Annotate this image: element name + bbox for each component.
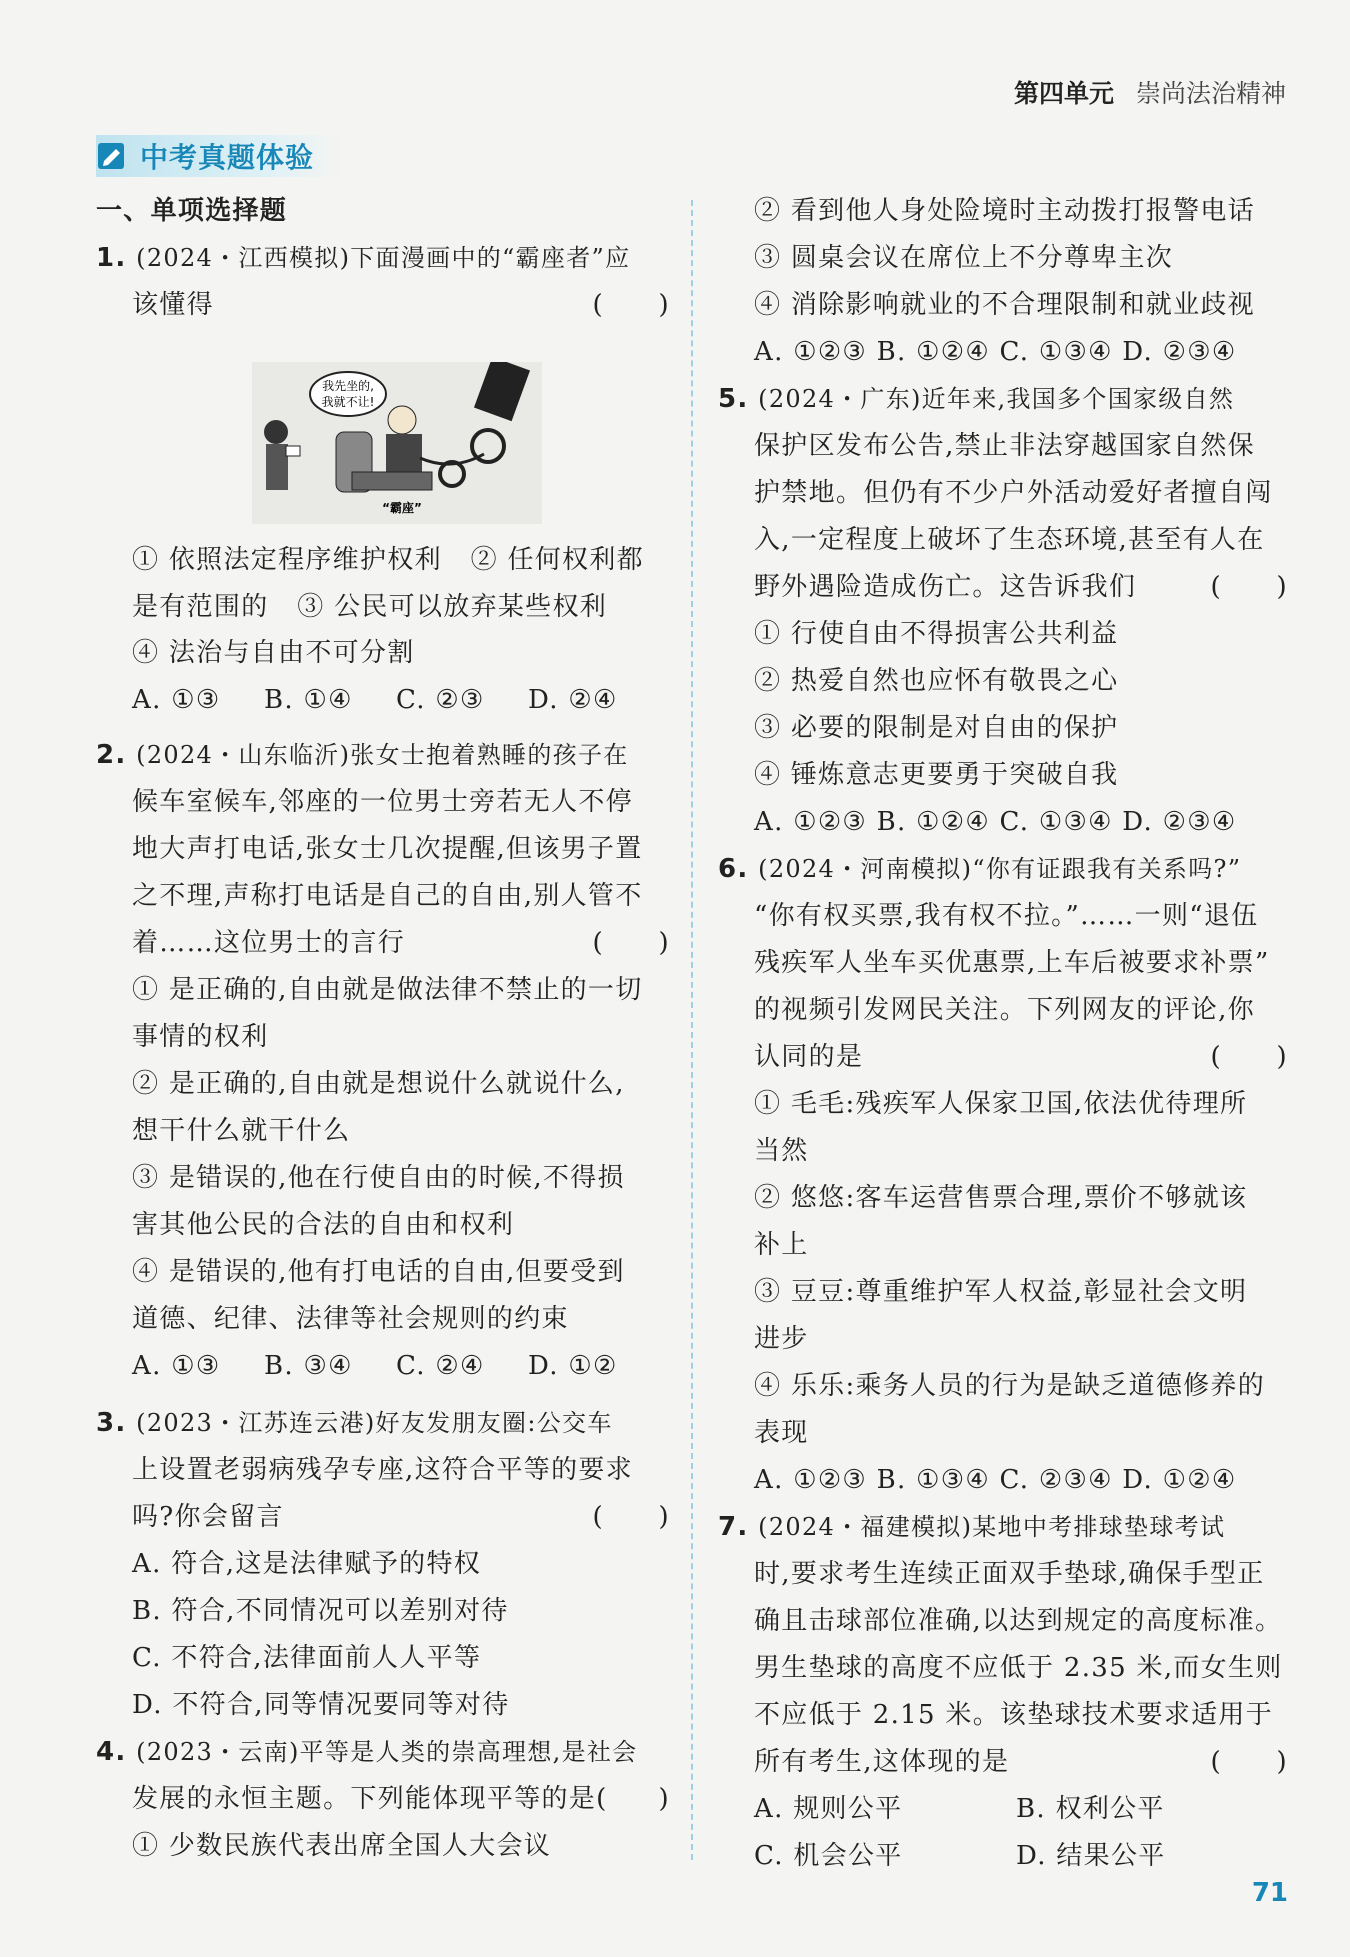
q2-stem-line4: 之不理,声称打电话是自己的自由,别人管不 (132, 881, 643, 911)
q4-answer-blank-end: ) (658, 1784, 670, 1814)
q2-stem-line2: 候车室候车,邻座的一位男士旁若无人不停 (132, 787, 633, 817)
column-divider (691, 200, 693, 1860)
q1-stem-line1: 1. (2024・江西模拟)下面漫画中的“霸座者”应 (96, 243, 631, 273)
pen-edit-icon (96, 139, 130, 173)
q1-stem-line2: 该懂得 ( ) (132, 290, 670, 320)
q7-option-a[interactable]: A. 规则公平 (754, 1794, 903, 1824)
q7-stem-line3: 确且击球部位准确,以达到规定的高度标准。 (754, 1606, 1283, 1636)
q3-option-d[interactable]: D. 不符合,同等情况要同等对待 (132, 1690, 510, 1720)
q7-stem-line4: 男生垫球的高度不应低于 2.35 米,而女生则 (754, 1653, 1283, 1683)
q7-option-d[interactable]: D. 结果公平 (1016, 1841, 1166, 1871)
q1-options (132, 685, 670, 715)
q1-option-a[interactable]: A. ①③ (132, 685, 221, 715)
q4-stem-line2: 发展的永恒主题。下列能体现平等的是( ) (132, 1784, 670, 1814)
unit-label: 第四单元 (1013, 79, 1114, 108)
question-type-heading: 一、单项选择题 (96, 196, 288, 226)
q2-statement3b: 害其他公民的合法的自由和权利 (132, 1210, 515, 1240)
q1-statement-row1: ① 依照法定程序维护权利 ② 任何权利都 (132, 545, 644, 575)
q5-options[interactable]: A. ①②③ B. ①②④ C. ①③④ D. ②③④ (754, 807, 1237, 837)
q6-stem-line2: “你有权买票,我有权不拉。”……一则“退伍 (754, 901, 1259, 931)
q2-statement1b: 事情的权利 (132, 1022, 269, 1052)
q3-stem-line2: 上设置老弱病残孕专座,这符合平等的要求 (132, 1455, 633, 1485)
section-banner (96, 135, 340, 177)
q1-option-c[interactable]: C. ②③ (396, 685, 485, 715)
q7-options-row2 (754, 1841, 1166, 1871)
q2-statement4a: ④ 是错误的,他有打电话的自由,但要受到 (132, 1257, 625, 1287)
q6-comment3a: ③ 豆豆:尊重维护军人权益,彰显社会文明 (754, 1277, 1248, 1307)
q2-stem-line1: 2. (2024・山东临沂)张女士抱着熟睡的孩子在 (96, 740, 629, 770)
q6-options[interactable]: A. ①②③ B. ①③④ C. ②③④ D. ①②④ (754, 1465, 1237, 1495)
q6-stem-line4: 的视频引发网民关注。下列网友的评论,你 (754, 995, 1255, 1025)
q1-answer-blank: ( ) (592, 290, 670, 320)
q7-option-b[interactable]: B. 权利公平 (1016, 1794, 1165, 1824)
q6-comment4b: 表现 (754, 1418, 809, 1448)
q4-statement2: ② 看到他人身处险境时主动拨打报警电话 (754, 196, 1255, 226)
unit-topic: 崇尚法治精神 (1135, 79, 1286, 108)
q6-stem-line5: 认同的是 ( ) (754, 1042, 1288, 1072)
q1-option-b[interactable]: B. ①④ (264, 685, 353, 715)
q6-comment1a: ① 毛毛:残疾军人保家卫国,依法优待理所 (754, 1089, 1248, 1119)
q5-stem-line5: 野外遇险造成伤亡。这告诉我们 ( ) (754, 572, 1288, 602)
q5-stem-line2: 保护区发布公告,禁止非法穿越国家自然保 (754, 431, 1255, 461)
q2-option-b[interactable]: B. ③④ (264, 1351, 353, 1381)
q6-comment4a: ④ 乐乐:乘务人员的行为是缺乏道德修养的 (754, 1371, 1266, 1401)
q2-statement2b: 想干什么就干什么 (132, 1116, 351, 1146)
q6-comment1b: 当然 (754, 1136, 809, 1166)
q5-statement3: ③ 必要的限制是对自由的保护 (754, 713, 1119, 743)
q3-stem-line1: 3. (2023・江苏连云港)好友发朋友圈:公交车 (96, 1408, 613, 1438)
q6-answer-blank: ( ) (1210, 1042, 1288, 1072)
q2-stem-line5: 着……这位男士的言行 ( ) (132, 928, 670, 958)
q2-statement1a: ① 是正确的,自由就是做法律不禁止的一切 (132, 975, 643, 1005)
q2-answer-blank: ( ) (592, 928, 670, 958)
q7-answer-blank: ( ) (1210, 1747, 1288, 1777)
comic-seat-label: “霸座” (382, 501, 422, 515)
q4-statement4: ④ 消除影响就业的不合理限制和就业歧视 (754, 290, 1255, 320)
q6-stem-line3: 残疾军人坐车买优惠票,上车后被要求补票” (754, 948, 1270, 978)
q5-statement1: ① 行使自由不得损害公共利益 (754, 619, 1119, 649)
page-number: 71 (1251, 1878, 1288, 1908)
q3-option-a[interactable]: A. 符合,这是法律赋予的特权 (132, 1549, 482, 1579)
q5-answer-blank: ( ) (1210, 572, 1288, 602)
q7-options-row1 (754, 1794, 1165, 1824)
q5-stem-line3: 护禁地。但仍有不少户外活动爱好者擅自闯 (754, 478, 1273, 508)
comic-bubble-text1: 我先坐的, (322, 379, 374, 393)
q7-stem-line2: 时,要求考生连续正面双手垫球,确保手型正 (754, 1559, 1265, 1589)
q5-stem-line4: 入,一定程度上破坏了生态环境,甚至有人在 (754, 525, 1265, 555)
q5-statement4: ④ 锤炼意志更要勇于突破自我 (754, 760, 1119, 790)
q2-option-d[interactable]: D. ①② (528, 1351, 618, 1381)
q2-statement3a: ③ 是错误的,他在行使自由的时候,不得损 (132, 1163, 625, 1193)
q1-statement-row2: 是有范围的 ③ 公民可以放弃某些权利 (132, 592, 608, 622)
q4-options[interactable]: A. ①②③ B. ①②④ C. ①③④ D. ②③④ (754, 337, 1237, 367)
q2-option-c[interactable]: C. ②④ (396, 1351, 485, 1381)
q7-stem-line5: 不应低于 2.15 米。该垫球技术要求适用于 (754, 1700, 1274, 1730)
q2-statement2a: ② 是正确的,自由就是想说什么就说什么, (132, 1069, 625, 1099)
q4-statement1: ① 少数民族代表出席全国人大会议 (132, 1831, 552, 1861)
q6-comment2a: ② 悠悠:客车运营售票合理,票价不够就该 (754, 1183, 1248, 1213)
q7-stem-line6: 所有考生,这体现的是 ( ) (754, 1747, 1288, 1777)
q5-statement2: ② 热爱自然也应怀有敬畏之心 (754, 666, 1119, 696)
section-title: 中考真题体验 (140, 141, 315, 174)
q2-stem-line3: 地大声打电话,张女士几次提醒,但该男子置 (132, 834, 643, 864)
q1-comic-illustration (252, 362, 542, 524)
q3-option-b[interactable]: B. 符合,不同情况可以差别对待 (132, 1596, 509, 1626)
running-header (1014, 74, 1286, 110)
q5-stem-line1: 5. (2024・广东)近年来,我国多个国家级自然 (718, 384, 1235, 414)
q2-statement4b: 道德、纪律、法律等社会规则的约束 (132, 1304, 569, 1334)
q4-statement3: ③ 圆桌会议在席位上不分尊卑主次 (754, 243, 1174, 273)
q6-comment3b: 进步 (754, 1324, 809, 1354)
q4-stem-line1: 4. (2023・云南)平等是人类的崇高理想,是社会 (96, 1737, 638, 1767)
q6-stem-line1: 6. (2024・河南模拟)“你有证跟我有关系吗?” (718, 854, 1242, 884)
q1-number: 1. (96, 243, 127, 273)
q7-option-c[interactable]: C. 机会公平 (754, 1841, 903, 1871)
q1-statement-row3: ④ 法治与自由不可分割 (132, 638, 415, 668)
q1-option-d[interactable]: D. ②④ (528, 685, 618, 715)
q3-answer-blank: ( ) (592, 1502, 670, 1532)
q3-option-c[interactable]: C. 不符合,法律面前人人平等 (132, 1643, 482, 1673)
comic-bubble-text2: 我就不让! (321, 395, 375, 409)
q6-comment2b: 补上 (754, 1230, 809, 1260)
q2-option-a[interactable]: A. ①③ (132, 1351, 221, 1381)
q2-options (132, 1351, 670, 1381)
q3-stem-line3: 吗?你会留言 ( ) (132, 1502, 670, 1532)
q7-stem-line1: 7. (2024・福建模拟)某地中考排球垫球考试 (718, 1512, 1226, 1542)
